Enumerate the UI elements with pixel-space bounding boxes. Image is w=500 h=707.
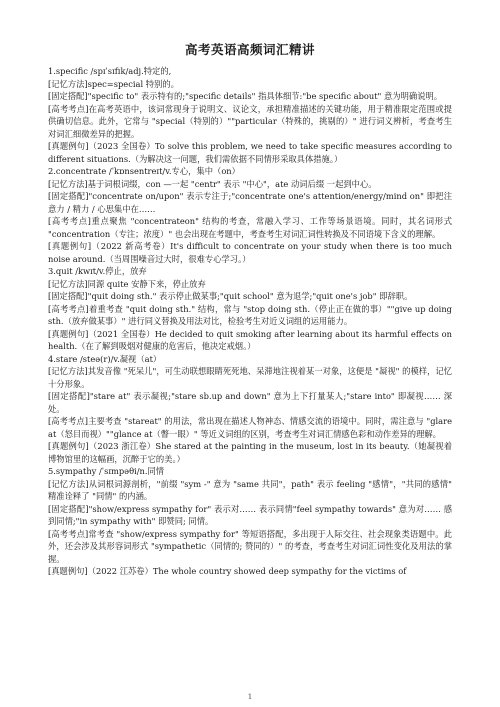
term-heading: 4.stare /steə(r)/v.凝视（at） (48, 353, 162, 364)
term-heading: 5.sympathy /ˈsɪmpəθi/n.同情 (48, 466, 165, 476)
term-heading: 2.concentrate /ˈkɒnsentreɪt/v.专心，集中（on） (48, 166, 240, 176)
memory-method: [记忆方法]其发音像 "死呆儿"，可生动联想眼睛死死地、呆滞地注视着某一对象，这便是 "凝视" 的模样，记忆十分形象。 (48, 366, 452, 389)
document-title: 高考英语高频词汇精讲 (184, 42, 315, 57)
exam-example: [真题例句]（2023 浙江卷）She stared at the painting in the museum, lost in its beauty.（她凝视着博物馆里的这幅画，沉醉于它的美。） (48, 441, 452, 464)
memory-method: [记忆方法]从词根词源剖析，"前缀 "sym -" 意为 "same 共同"，path" 表示 feeling "感情"，"共同的感情" 精准诠释了 "同情" 的内涵。 (48, 478, 452, 501)
memory-method: [记忆方法]spec=special 特别的。 (48, 78, 179, 89)
exam-point: [高考考点]常考查 "show/express sympathy for" 等短语搭配，多出现于人际交往、社会现象类语题中。此外，还会涉及其形容词形式 "sympathetic（同情的; 赞同的）" 的考查，考查考生对词汇词性变化及用法的掌握。 (48, 528, 452, 564)
document-body (48, 65, 452, 578)
fixed-collocation: [固定搭配]"stare at" 表示凝视;"stare sb.up and down" 意为上下打量某人;"stare into" 即凝视…… 深处。 (48, 391, 452, 414)
exam-point: [高考考点]主要考查 "stareat" 的用法，常出现在描述人物神态、情感交流的语境中。同时，需注意与 "glare at（怒目而视）""glance at（瞥一眼）" 等近义词组的区别，考查考生对词汇情感色彩和动作差异的理解。 (48, 416, 452, 439)
exam-example: [真题例句]（2021 全国卷）He decided to quit smoking after learning about its harmful effects on health.（在了解到吸烟对健康的危害后，他决定戒烟。） (48, 328, 452, 351)
memory-method: [记忆方法]同源 quite 安静下来，停止放弃 (48, 278, 206, 289)
exam-example: [真题例句]（2022 江苏卷）The whole country showed deep sympathy for the victims of (48, 566, 407, 576)
exam-point: [高考考点]着重考查 "quit doing sth." 结构，常与 "stop doing sth.（停止正在做的事）""give up doing sth.（放弃做某事）" 进行同义替换及用法对比，检验考生对近义词组的运用能力。 (48, 303, 452, 326)
fixed-collocation: [固定搭配]"specific to" 表示特有的;"specific details" 指具体细节:"be specific about" 意为明确说明。 (48, 91, 443, 101)
memory-method: [记忆方法]基于词根词缀，con —一起 "centr" 表示 "中心"，ate 动词后缀 一起到中心。 (48, 178, 377, 189)
fixed-collocation: [固定搭配]"quit doing sth." 表示停止做某事;"quit school" 意为退学;"quit one's job" 即辞职。 (48, 291, 413, 301)
term-heading: 1.specific /spɪˈsɪfɪk/adj.特定的, (48, 66, 172, 76)
exam-point: [高考考点]重点聚焦 "concentrateon" 结构的考查，常融入学习、工作等场景语境。同时，其名词形式 "concentration（专注；浓度）" 也会出现在考题中，考查考生对词汇词性转换及不同语境下含义的理解。 (48, 216, 452, 239)
exam-example: [真题例句]（2022 新高考卷）It's difficult to concentrate on your study when there is too much noise around.（当周围噪音过大时，很难专心学习。） (48, 241, 452, 264)
exam-example: [真题例句]（2023 全国卷）To solve this problem, we need to take specific measures according to different situations.（为解决这一问题，我们需依据不同情形采取具体措施。） (48, 141, 452, 164)
fixed-collocation: [固定搭配]"show/express sympathy for" 表示对…… 表示同情"feel sympathy towards" 意为对…… 感到同情;"in sympathy with" 即赞同; 同情。 (48, 503, 452, 526)
fixed-collocation: [固定搭配]"concentrate on/upon" 表示专注于;"concentrate one's attention/energy/mind on" 即把注意力 / 精力 / 心思集中在…… (48, 191, 452, 214)
exam-point: [高考考点]在高考英语中，该词常现身于说明文、议论文，承担精准描述的关键功能，用于精准限定范围或提供确切信息。此外，它常与 "special（特别的）""particular（特殊的，挑剔的）" 进行词义辨析，考查考生对词汇细微差异的把握。 (48, 103, 452, 139)
term-heading: 3.quit /kwɪt/v.停止，放弃 (48, 266, 147, 276)
page-number: 1 (247, 692, 253, 701)
